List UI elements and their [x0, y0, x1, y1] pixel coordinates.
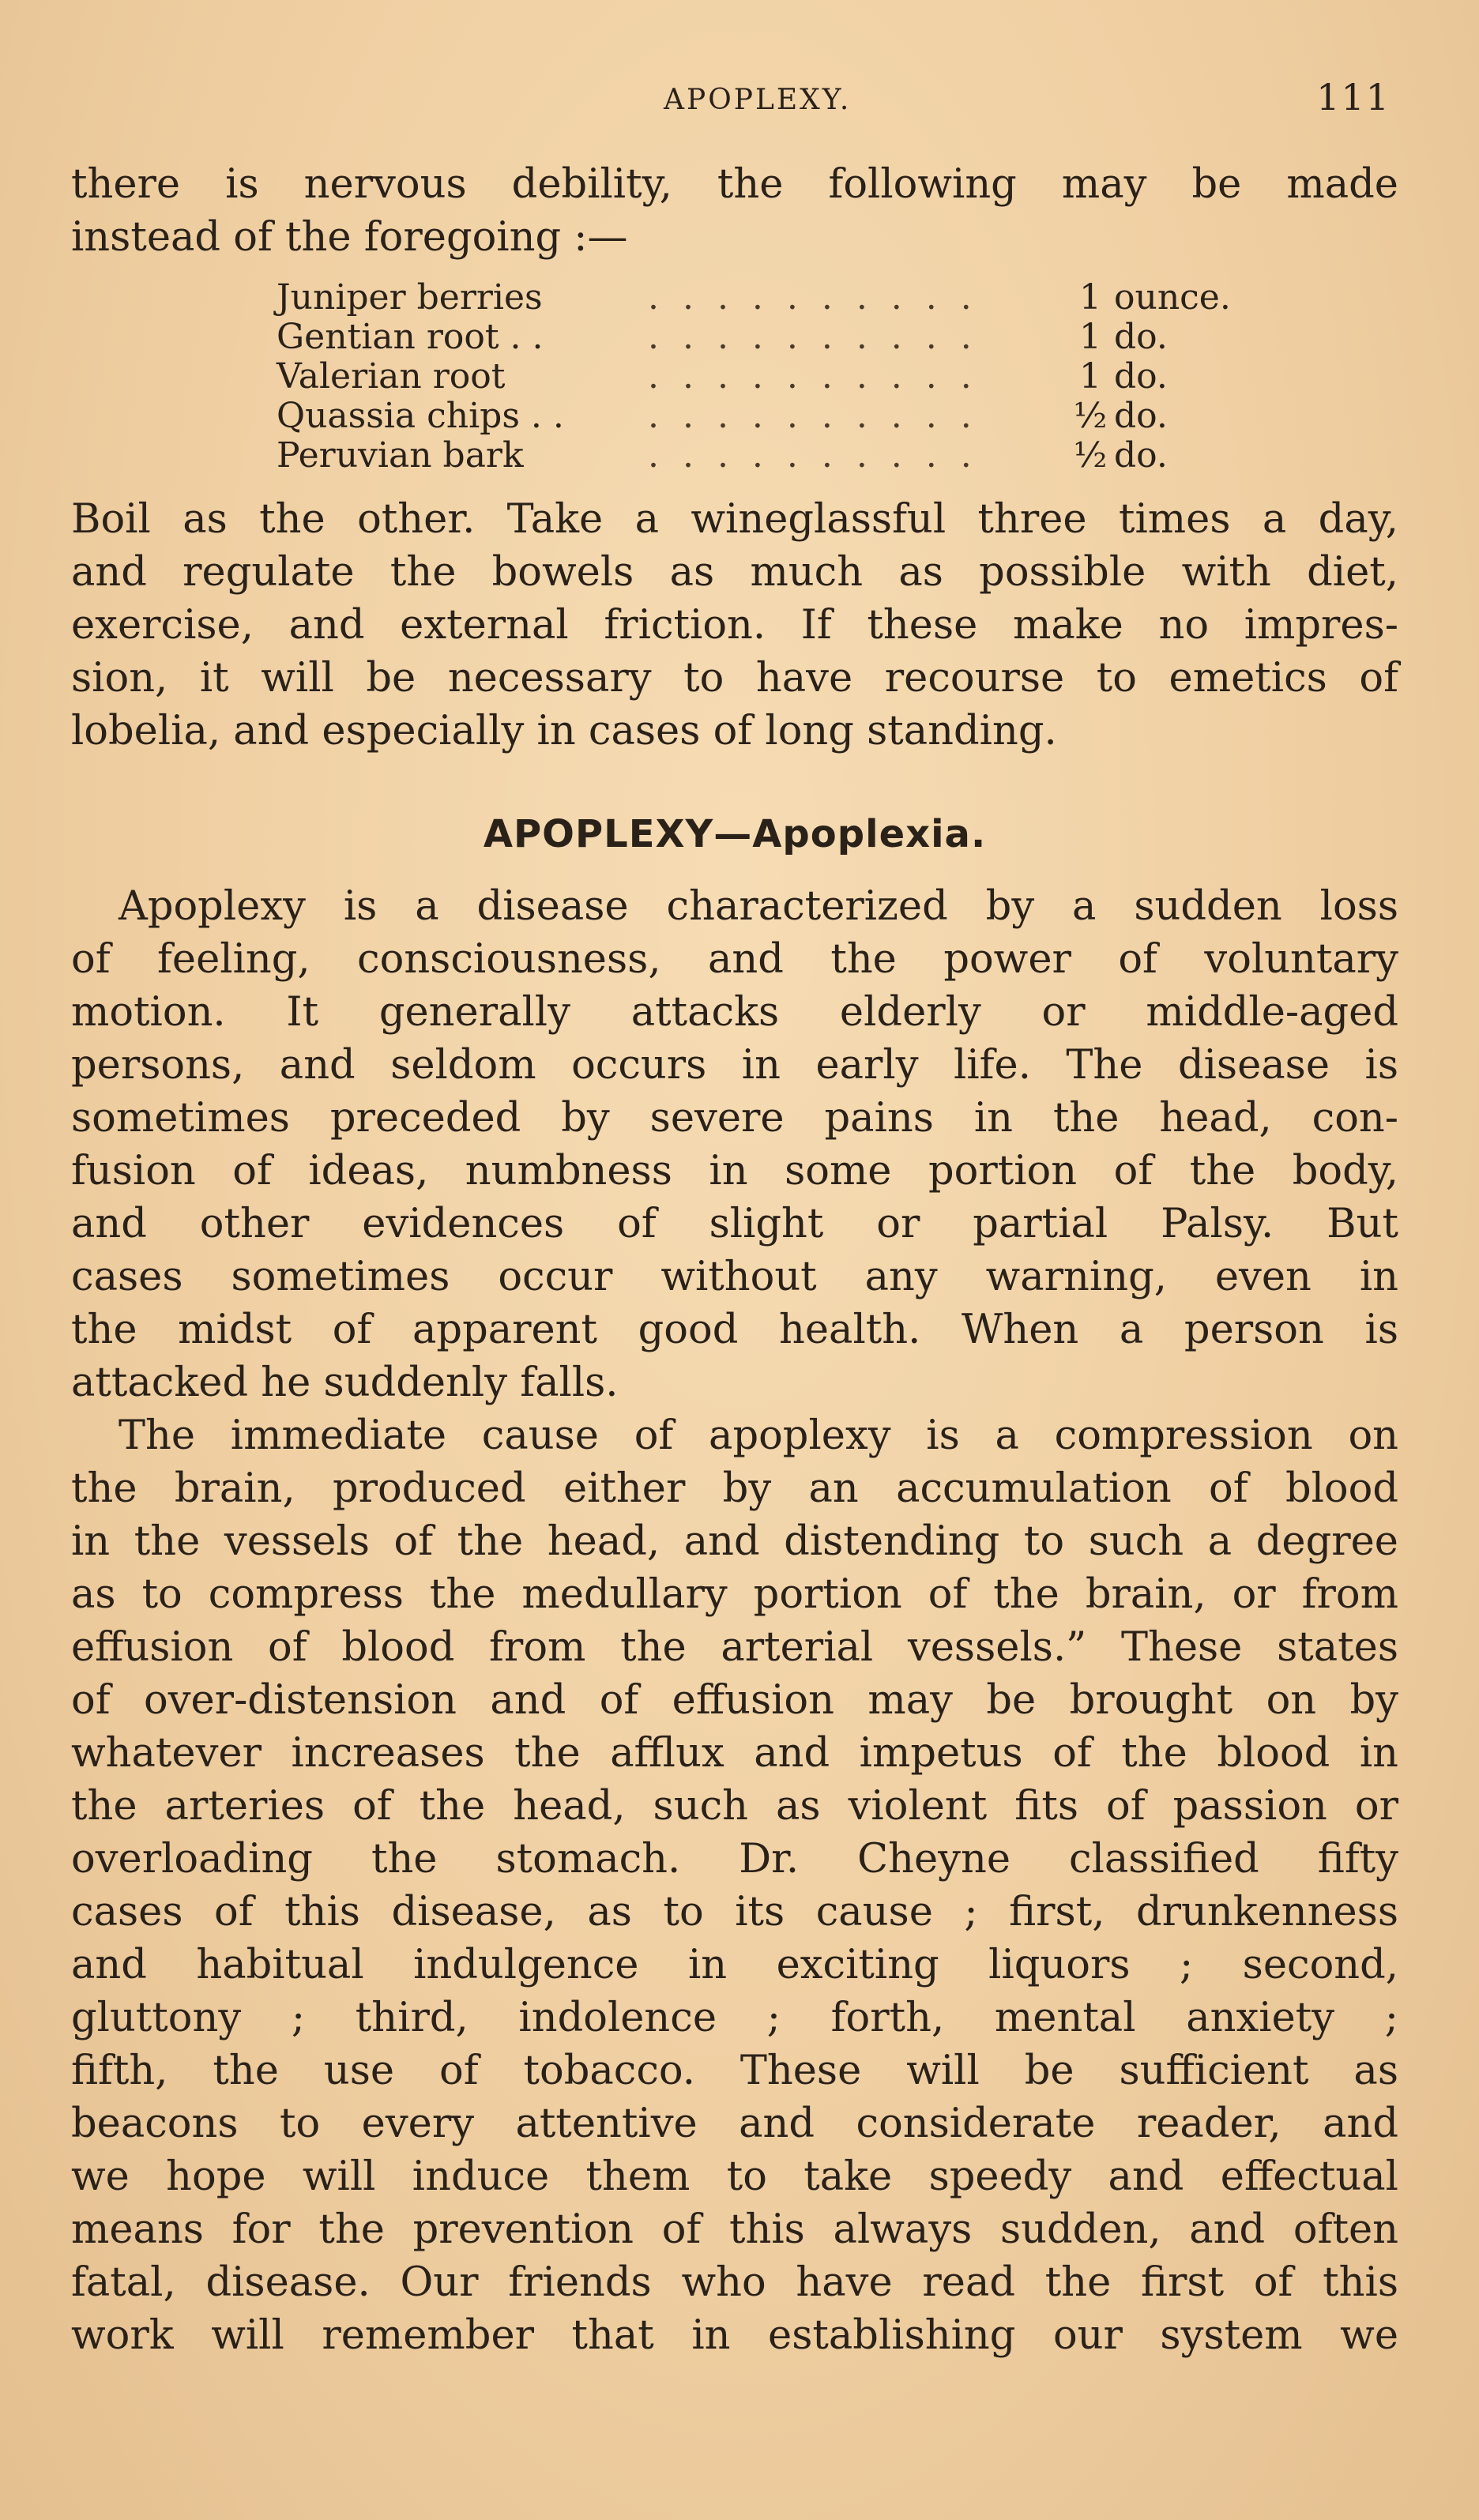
text-line: attacked he suddenly falls.	[71, 1360, 619, 1406]
intro-text	[71, 158, 1398, 264]
text-line: whatever increases the afflux and impetus of the blood in	[71, 1730, 1398, 1777]
ingredient-unit: ounce.	[1114, 277, 1231, 318]
text-line: beacons to every attentive and considerate reader, and	[71, 2101, 1398, 2147]
recipe-row	[277, 318, 1398, 357]
ingredient-unit: do.	[1114, 396, 1168, 436]
text-line: motion. It generally attacks elderly or middle-aged	[71, 989, 1398, 1036]
text-line: work will remember that in establishing our system we	[71, 2312, 1398, 2359]
text-line: Apoplexy is a disease characterized by a sudden loss	[119, 883, 1398, 930]
ingredient-quantity: ½	[1073, 435, 1108, 476]
text-line: in the vessels of the head, and distending to such a degree	[71, 1518, 1398, 1565]
text-line: we hope will induce them to take speedy and effectual	[71, 2153, 1398, 2200]
leader-dots: . . . . . . . . . .	[648, 278, 978, 318]
text-line: there is nervous debility, the following may be made	[71, 161, 1398, 208]
ingredient-quantity: 1	[1079, 277, 1101, 318]
text-line: gluttony ; third, indolence ; forth, mental anxiety ;	[71, 1995, 1398, 2041]
text-line: effusion of blood from the arterial vessels.” These states	[71, 1624, 1398, 1671]
running-head	[95, 73, 1391, 128]
text-line: cases of this disease, as to its cause ; first, drunkenness	[71, 1889, 1398, 1935]
ingredient-quantity: 1	[1079, 356, 1101, 397]
page-number: 111	[1316, 76, 1391, 118]
text-line: the brain, produced either by an accumulation of blood	[71, 1465, 1398, 1512]
recipe-row	[277, 278, 1398, 318]
text-line: sion, it will be necessary to have recourse to emetics of	[71, 655, 1398, 701]
instructions-paragraph	[71, 493, 1398, 758]
ingredient-unit: do.	[1114, 317, 1168, 357]
ingredient-unit: do.	[1114, 435, 1168, 476]
paragraph-causes	[71, 1409, 1398, 2362]
text-line: persons, and seldom occurs in early life. The disease is	[71, 1042, 1398, 1089]
text-line: lobelia, and especially in cases of long standing.	[71, 708, 1057, 754]
text-line: means for the prevention of this always sudden, and often	[71, 2206, 1398, 2253]
recipe-row	[277, 436, 1398, 476]
ingredient-unit: do.	[1114, 356, 1168, 397]
recipe-row	[277, 397, 1398, 436]
text-line: exercise, and external friction. If these make no impres-	[71, 602, 1398, 649]
text-line: sometimes preceded by severe pains in the head, con-	[71, 1095, 1398, 1142]
text-line: and other evidences of slight or partial Palsy. But	[71, 1201, 1398, 1247]
leader-dots: . . . . . . . . . .	[648, 397, 978, 436]
text-line: the midst of apparent good health. When a person is	[71, 1307, 1398, 1353]
running-title: APOPLEXY.	[664, 84, 852, 116]
paragraph-definition	[71, 880, 1398, 1409]
recipe-row	[277, 357, 1398, 397]
ingredient-quantity: 1	[1079, 317, 1101, 357]
text-line: overloading the stomach. Dr. Cheyne classified fifty	[71, 1836, 1398, 1882]
ingredient-name: Peruvian bark	[277, 435, 524, 476]
text-line: fusion of ideas, numbness in some portion of the body,	[71, 1148, 1398, 1194]
text-line: the arteries of the head, such as violent fits of passion or	[71, 1783, 1398, 1830]
text-line: instead of the foregoing :—	[71, 214, 628, 261]
leader-dots: . . . . . . . . . .	[648, 318, 978, 357]
text-line: Boil as the other. Take a wineglassful three times a day,	[71, 496, 1398, 543]
text-line: and regulate the bowels as much as possible with diet,	[71, 549, 1398, 596]
text-line: fifth, the use of tobacco. These will be sufficient as	[71, 2048, 1398, 2094]
section-heading: APOPLEXY—Apoplexia.	[483, 812, 987, 856]
recipe-list	[71, 278, 1398, 476]
leader-dots: . . . . . . . . . .	[648, 357, 978, 397]
ingredient-name: Valerian root	[277, 356, 506, 397]
text-line: and habitual indulgence in exciting liquors ; second,	[71, 1942, 1398, 1988]
ingredient-quantity: ½	[1073, 396, 1108, 436]
text-line: of feeling, consciousness, and the power of voluntary	[71, 936, 1398, 983]
leader-dots: . . . . . . . . . .	[648, 436, 978, 476]
text-line: cases sometimes occur without any warning, even in	[71, 1254, 1398, 1300]
text-line: of over-distension and of effusion may be brought on by	[71, 1677, 1398, 1724]
text-line: The immediate cause of apoplexy is a compression on	[119, 1412, 1398, 1459]
ingredient-name: Juniper berries	[277, 277, 543, 318]
page-body	[71, 158, 1398, 2362]
text-line: fatal, disease. Our friends who have read the first of this	[71, 2259, 1398, 2306]
text-line: as to compress the medullary portion of the brain, or from	[71, 1571, 1398, 1618]
ingredient-name: Quassia chips . .	[277, 396, 564, 436]
ingredient-name: Gentian root . .	[277, 317, 544, 357]
